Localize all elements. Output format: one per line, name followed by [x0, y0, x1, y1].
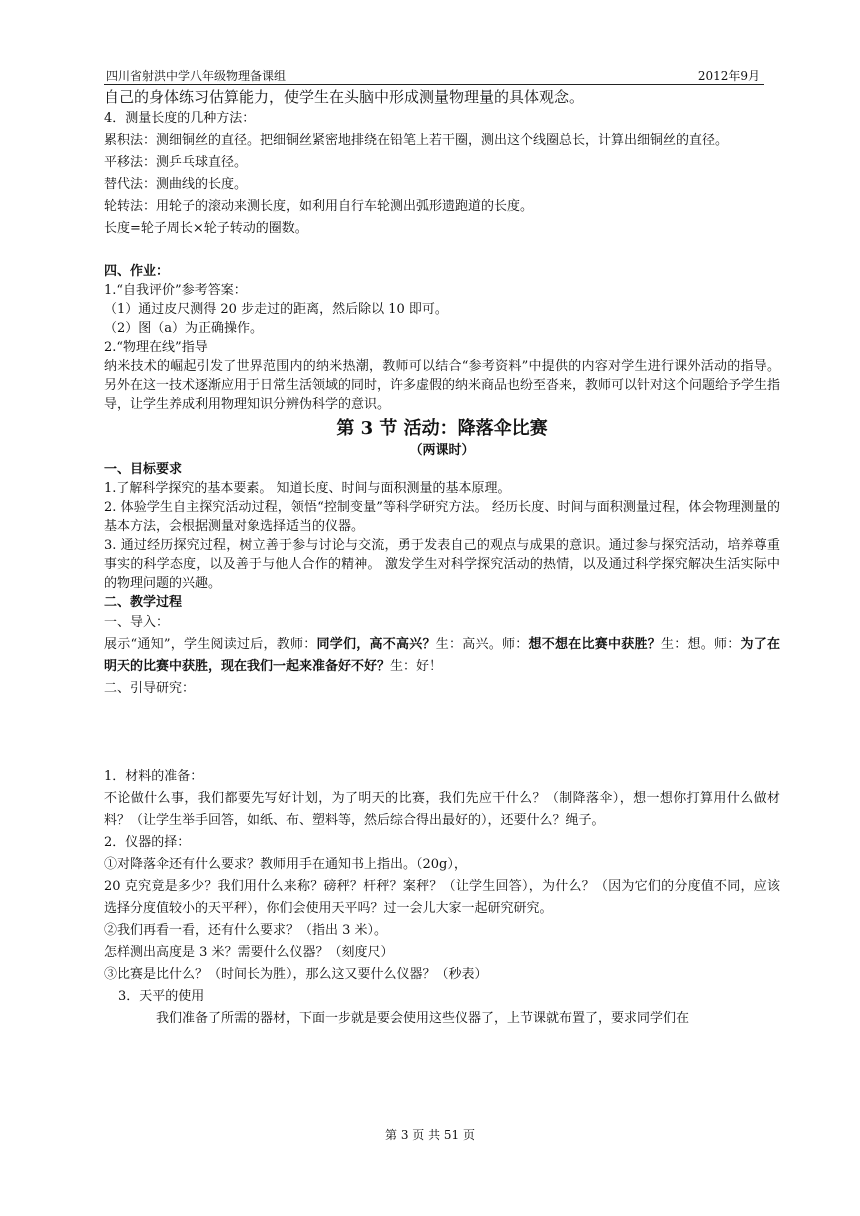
text-run-bold: 为了在明天的比赛中获胜，现在我们一起来准备好不好？ [104, 637, 780, 674]
paragraph: 纳米技术的崛起引发了世界范围内的纳米热潮，教师可以结合“参考资料”中提供的内容对学生进行课外活动的指导。另外在这一技术逐渐应用于日常生活领域的同时，许多虚假的纳米商品也纷至沓来，教师可以针对这个问题给予学生指导，让学生养成利用物理知识分辨伪科学的意识。 [104, 359, 781, 412]
paragraph: 20 克究竟是多少？我们用什么来称？磅秤？杆秤？案秤？（让学生回答），为什么？（因为它们的分度值不同，应该选择分度值较小的天平秤），你们会使用天平吗？过一会儿大家一起研究研究。 [104, 879, 780, 916]
page-header [104, 64, 764, 85]
intro-paragraph [104, 634, 780, 678]
paragraph: 替代法：测曲线的长度。 [104, 177, 248, 192]
paragraph: 2．仪器的择： [104, 835, 191, 850]
text-run-bold: 同学们，高不高兴？ [316, 637, 436, 652]
paragraph: 轮转法：用轮子的滚动来测长度，如利用自行车轮测出弧形遗跑道的长度。 [104, 199, 534, 214]
header-date: 2012年9月 [697, 69, 760, 83]
paragraph: 平移法：测乒乓球直径。 [104, 155, 248, 170]
paragraph: 二、引导研究： [104, 681, 196, 696]
text-run-bold: 想不想在比赛中获胜？ [528, 637, 661, 652]
document-body [104, 86, 780, 1030]
section-title: 第 3 节 活动：降落伞比赛 [336, 418, 548, 439]
paragraph: ③比赛是比什么？（时间长为胜），那么这又要什么仪器？（秒表） [104, 967, 488, 982]
text-run: 生：高兴。师： [435, 637, 529, 652]
text-run: 展示“通知”，学生阅读过后，教师： [104, 637, 317, 652]
paragraph: 怎样测出高度是 3 米？需要什么仪器？（刻度尺） [104, 945, 394, 960]
homework-heading: 四、作业： [104, 264, 170, 279]
page-number: 第 3 页 共 51 页 [385, 1128, 475, 1142]
paragraph: 不论做什么事，我们都要先写好计划，为了明天的比赛，我们先应干什么？（制降落伞），想一想你打算用什么做材料？（让学生举手回答，如纸、布、塑料等，然后综合得出最好的），还要什么？绳子。 [104, 791, 780, 828]
paragraph: ①对降落伞还有什么要求？教师用手在通知书上指出。（20g）， [104, 857, 467, 872]
goals-heading: 一、目标要求 [104, 462, 183, 477]
paragraph: 1.了解科学探究的基本要素。 知道长度、时间与面积测量的基本原理。 [104, 481, 511, 496]
paragraph: 3．天平的使用 [118, 989, 205, 1004]
paragraph: （2）图（a）为正确操作。 [104, 321, 264, 336]
paragraph: 2.“物理在线”指导 [104, 340, 208, 355]
paragraph: 1.“自我评价”参考答案： [104, 283, 247, 298]
text-run: 生：想。师： [660, 637, 741, 652]
paragraph: 我们准备了所需的器材，下面一步就是要会使用这些仪器了，上节课就布置了，要求同学们在 [156, 1011, 690, 1026]
paragraph: 2. 体验学生自主探究活动过程，领悟“控制变量”等科学研究方法。 经历长度、时间与面积测量过程，体会物理测量的基本方法，会根据测量对象选择适当的仪器。 [104, 500, 780, 534]
paragraph: 一、导入： [104, 615, 170, 630]
section-subtitle: （两课时） [409, 443, 475, 458]
paragraph: （1）通过皮尺测得 20 步走过的距离，然后除以 10 即可。 [104, 302, 448, 317]
process-heading: 二、教学过程 [104, 595, 183, 610]
paragraph: 3. 通过经历探究过程，树立善于参与讨论与交流，勇于发表自己的观点与成果的意识。通过参与探究活动，培养尊重事实的科学态度，以及善于与他人合作的精神。 激发学生对科学探究活动的热情，以及通过科学探究解决生活实际中的物理问题的兴趣。 [104, 538, 780, 591]
paragraph: 1．材料的准备： [104, 769, 204, 784]
paragraph: 4．测量长度的几种方法： [104, 111, 256, 126]
text-run: 生：好！ [390, 659, 443, 674]
header-school: 四川省射洪中学八年级物理备课组 [106, 69, 287, 83]
paragraph: 长度=轮子周长×轮子转动的圈数。 [104, 221, 308, 236]
paragraph: 累积法：测细铜丝的直径。把细铜丝紧密地排绕在铅笔上若干圈，测出这个线圈总长，计算出细铜丝的直径。 [104, 133, 729, 148]
paragraph: 自己的身体练习估算能力，使学生在头脑中形成测量物理量的具体观念。 [104, 88, 585, 106]
paragraph: ②我们再看一看，还有什么要求？（指出 3 米）。 [104, 923, 388, 938]
